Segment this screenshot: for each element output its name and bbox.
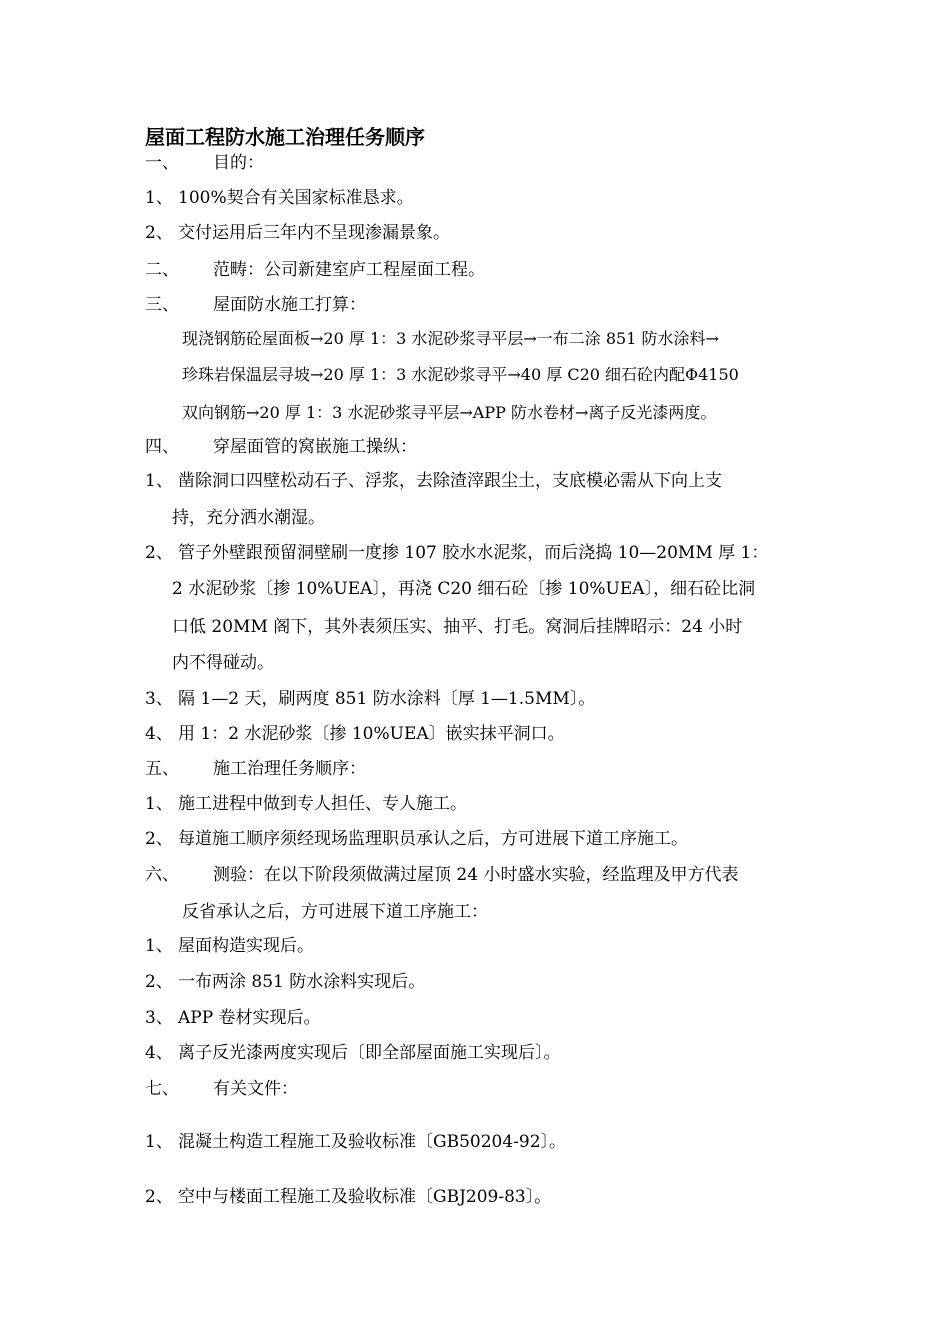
list-item-number: 1、	[145, 794, 173, 814]
section-number: 二、	[145, 260, 179, 280]
list-item-number: 3、	[145, 1008, 173, 1028]
list-item-number: 4、	[145, 1043, 173, 1063]
list-item-number: 2、	[145, 543, 173, 563]
paragraph-line: 珍珠岩保温层寻坡→20 厚 1：3 水泥砂浆寻平→40 厚 C20 细石砼内配Φ4150	[182, 365, 739, 384]
list-item: APP 卷材实现后。	[178, 1008, 321, 1028]
section-heading: 施工治理任务顺序：	[213, 759, 366, 779]
section-number: 四、	[145, 437, 179, 457]
list-item: 隔 1—2 天，刷两度 851 防水涂料〔厚 1—1.5MM〕。	[178, 689, 596, 709]
section-heading: 范畴：公司新建室庐工程屋面工程。	[213, 260, 485, 280]
section-heading: 屋面防水施工打算：	[213, 295, 366, 315]
section-number: 五、	[145, 759, 179, 779]
list-item-number: 2、	[145, 223, 173, 243]
document-title: 屋面工程防水施工治理任务顺序	[145, 125, 425, 149]
list-item-number: 2、	[145, 972, 173, 992]
paragraph-line: 反省承认之后，方可进展下道工序施工：	[182, 902, 488, 922]
list-item-line: 凿除洞口四壁松动石子、浮浆，去除渣滓跟尘土，支底模必需从下向上支	[178, 471, 722, 491]
list-item: 屋面构造实现后。	[178, 936, 314, 956]
list-item: 混凝土构造工程施工及验收标准〔GB50204-92〕。	[178, 1132, 567, 1152]
list-item-number: 1、	[145, 471, 173, 491]
list-item-line: 口低 20MM 阁下，其外表须压实、抽平、打毛。窝洞后挂牌昭示：24 小时	[172, 617, 743, 637]
list-item-number: 1、	[145, 936, 173, 956]
section-heading: 测验：在以下阶段须做满过屋顶 24 小时盛水实验，经监理及甲方代表	[213, 865, 739, 885]
list-item: 用 1：2 水泥砂浆〔掺 10%UEA〕嵌实抹平洞口。	[178, 724, 565, 744]
list-item-number: 2、	[145, 1187, 173, 1207]
list-item-number: 4、	[145, 724, 173, 744]
list-item: 每道施工顺序须经现场监理职员承认之后，方可进展下道工序施工。	[178, 829, 688, 849]
list-item: 交付运用后三年内不呈现渗漏景象。	[178, 223, 450, 243]
section-heading: 穿屋面管的窝嵌施工操纵：	[213, 437, 417, 457]
section-number: 七、	[145, 1079, 179, 1099]
list-item: 100%契合有关国家标准恳求。	[178, 188, 414, 208]
paragraph-line: 现浇钢筋砼屋面板→20 厚 1：3 水泥砂浆寻平层→一布二涂 851 防水涂料→	[182, 329, 719, 348]
list-item: 离子反光漆两度实现后〔即全部屋面施工实现后〕。	[178, 1043, 561, 1063]
list-item-number: 3、	[145, 689, 173, 709]
section-number: 一、	[145, 153, 179, 173]
list-item: 施工进程中做到专人担任、专人施工。	[178, 794, 467, 814]
section-number: 三、	[145, 295, 179, 315]
list-item-line: 2 水泥砂浆〔掺 10%UEA〕，再浇 C20 细石砼〔掺 10%UEA〕，细石砼比洞	[172, 579, 756, 599]
paragraph-line: 双向钢筋→20 厚 1：3 水泥砂浆寻平层→APP 防水卷材→离子反光漆两度。	[182, 403, 717, 422]
list-item-line: 管子外壁跟预留洞壁刷一度掺 107 胶水水泥浆，而后浇捣 10—20MM 厚 1：	[178, 543, 769, 563]
section-number: 六、	[145, 865, 179, 885]
list-item-line: 持，充分洒水潮湿。	[172, 508, 325, 528]
section-heading: 有关文件：	[213, 1079, 298, 1099]
list-item-number: 2、	[145, 829, 173, 849]
section-heading: 目的：	[213, 153, 264, 173]
list-item-line: 内不得碰动。	[172, 653, 274, 673]
list-item: 空中与楼面工程施工及验收标准〔GBJ209-83〕。	[178, 1187, 552, 1207]
list-item-number: 1、	[145, 188, 173, 208]
list-item-number: 1、	[145, 1132, 173, 1152]
list-item: 一布两涂 851 防水涂料实现后。	[178, 972, 426, 992]
